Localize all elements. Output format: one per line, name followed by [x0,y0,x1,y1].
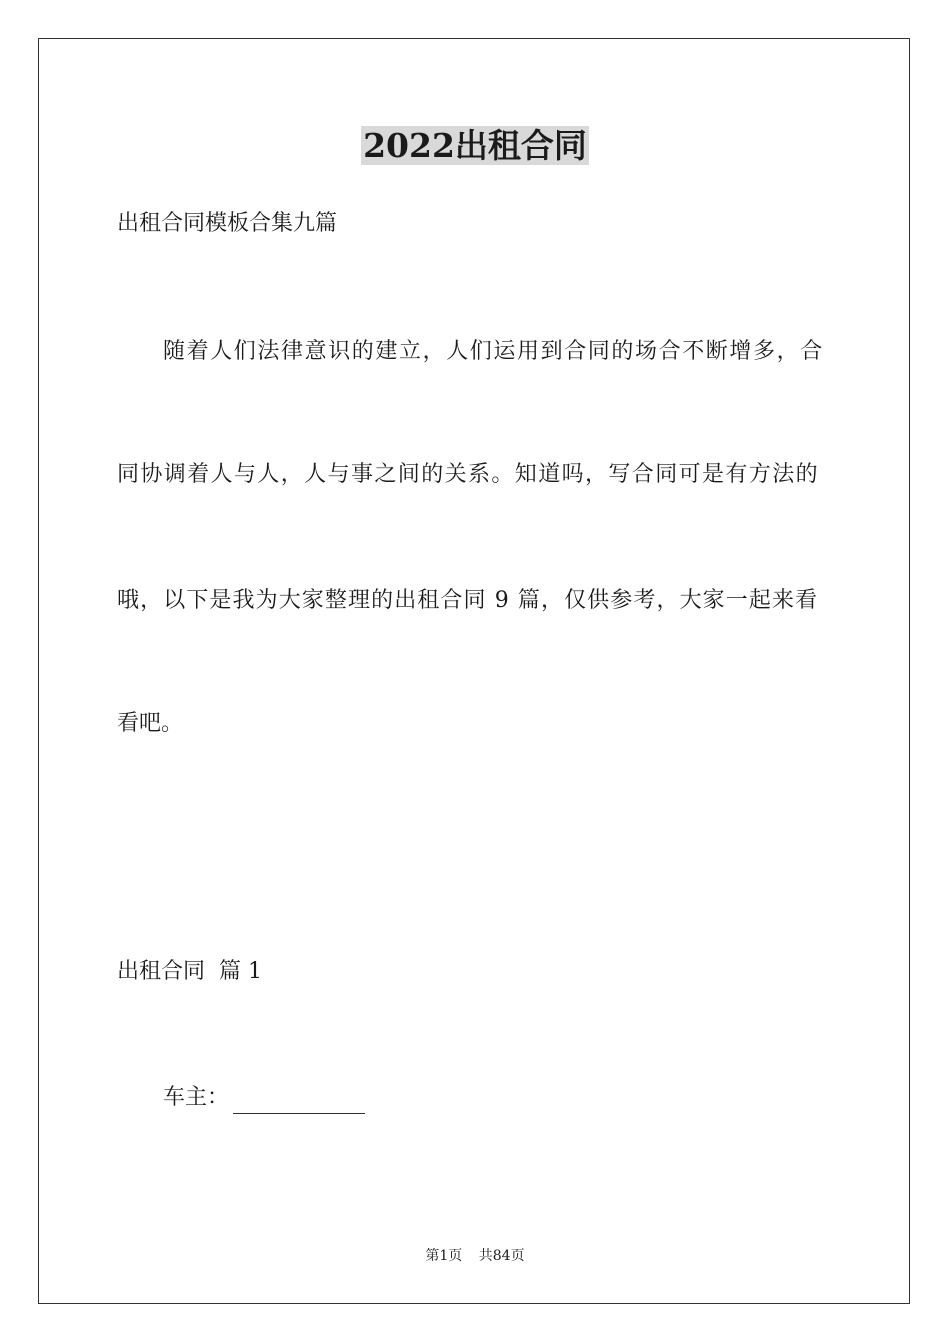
intro-line-2: 同协调着人与人，人与事之间的关系。知道吗，写合同可是有方法的 [117,462,820,487]
document-title-text: 2022出租合同 [363,126,587,165]
intro-line-3: 哦，以下是我为大家整理的出租合同 9 篇，仅供参考，大家一起来看 [117,588,819,613]
section-heading: 出租合同 篇 1 [117,959,262,984]
owner-field [163,1082,365,1114]
owner-blank-line [233,1091,365,1114]
intro-line-4: 看吧。 [117,711,184,736]
page-number: 第1页 [425,1248,463,1264]
page-total: 共84页 [478,1248,525,1264]
document-subtitle: 出租合同模板合集九篇 [117,211,338,236]
owner-label: 车主： [163,1085,230,1110]
document-title [0,124,950,168]
intro-line-1: 随着人们法律意识的建立，人们运用到合同的场合不断增多，合 [163,339,824,364]
page-footer [0,1246,950,1266]
